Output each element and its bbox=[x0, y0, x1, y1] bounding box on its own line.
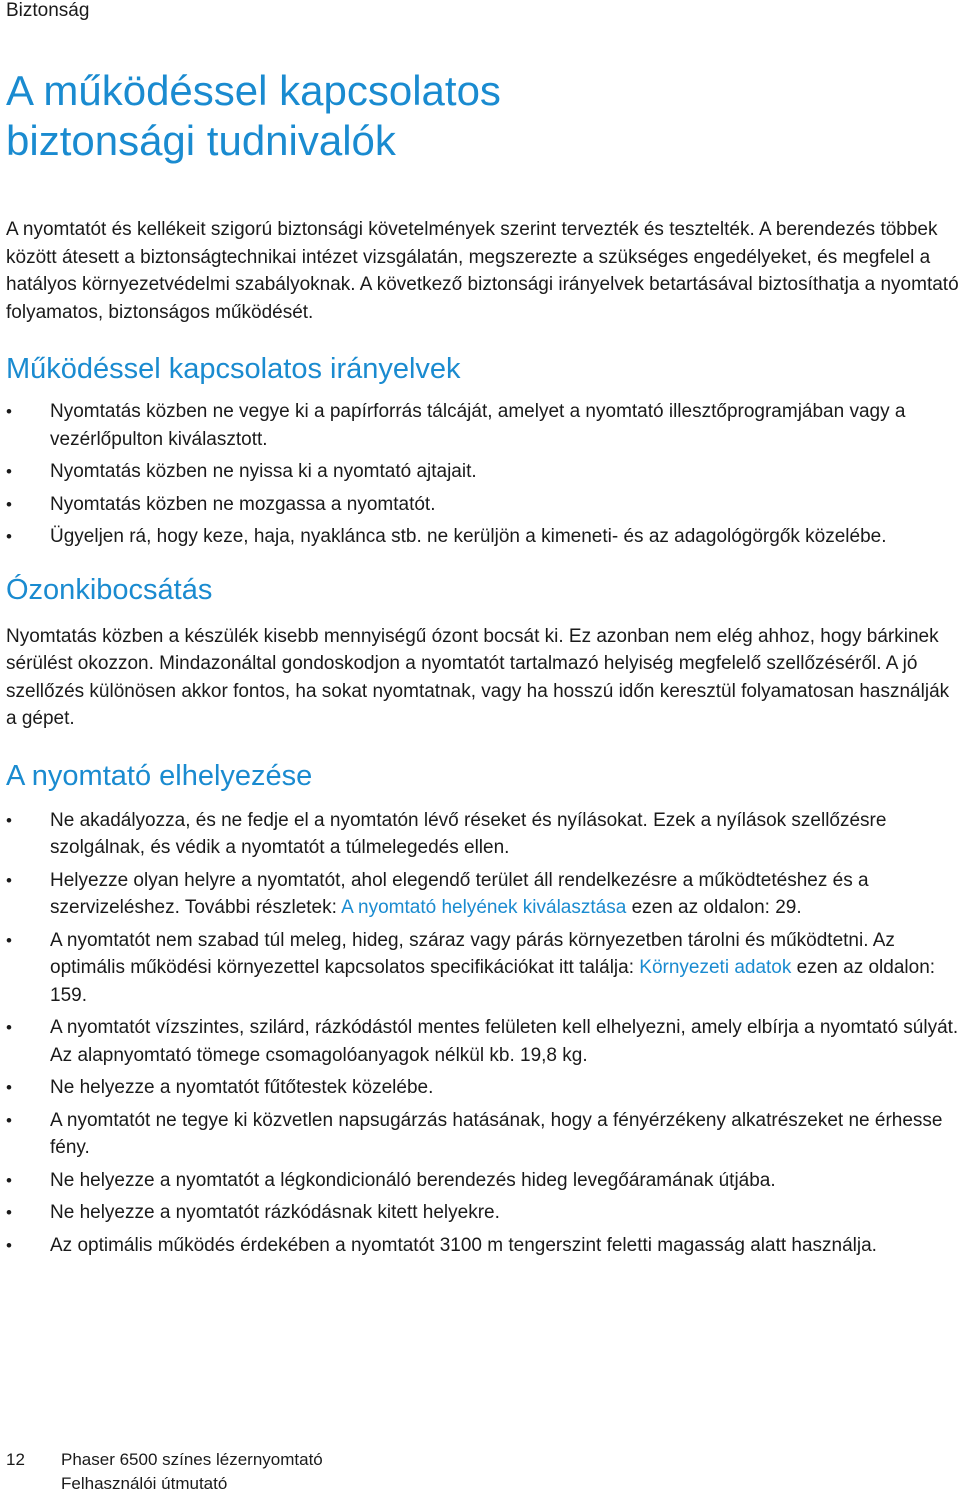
list-item: • Ne akadályozza, és ne fedje el a nyomtatón lévő réseket és nyílásokat. Ezek a nyílások szellőzésre szolgálnak, és védik a nyomtatót a túlmelegedés ellen. bbox=[6, 807, 960, 862]
list-item: • Ne helyezze a nyomtatót fűtőtestek közelébe. bbox=[6, 1074, 960, 1102]
list-item: • Nyomtatás közben ne nyissa ki a nyomtató ajtajait. bbox=[6, 458, 960, 486]
list-item: • Nyomtatás közben ne vegye ki a papírforrás tálcáját, amelyet a nyomtató illesztőprogramjában vagy a vezérlőpulton kiválasztott. bbox=[6, 398, 960, 453]
page-title-line-1: A működéssel kapcsolatos bbox=[6, 67, 501, 114]
list-item: • Az optimális működés érdekében a nyomtatót 3100 m tengerszint feletti magasság alatt használja. bbox=[6, 1232, 960, 1260]
list-item: • Ne helyezze a nyomtatót a légkondicionáló berendezés hideg levegőáramának útjába. bbox=[6, 1167, 960, 1195]
placement-list bbox=[6, 807, 960, 1260]
page-title-line-2: biztonsági tudnivalók bbox=[6, 117, 396, 164]
environment-data-link[interactable]: Környezeti adatok bbox=[639, 957, 792, 978]
main-content bbox=[6, 216, 960, 1259]
running-header: Biztonság bbox=[6, 0, 90, 21]
footer-guide: Felhasználói útmutató bbox=[61, 1474, 228, 1493]
list-item bbox=[6, 927, 960, 1010]
page-title bbox=[6, 66, 501, 166]
list-item: • Nyomtatás közben ne mozgassa a nyomtatót. bbox=[6, 491, 960, 519]
footer-text bbox=[61, 1448, 323, 1496]
list-item: • Ügyeljen rá, hogy keze, haja, nyaklánca stb. ne kerüljön a kimeneti- és az adagológörgők közelébe. bbox=[6, 523, 960, 551]
placement-selection-link[interactable]: A nyomtató helyének kiválasztása bbox=[341, 897, 627, 918]
ozone-heading: Ózonkibocsátás bbox=[6, 573, 213, 606]
operation-heading: Működéssel kapcsolatos irányelvek bbox=[6, 353, 461, 385]
page-number: 12 bbox=[6, 1450, 25, 1469]
list-item bbox=[6, 867, 960, 922]
item-text: Helyezze olyan helyre a nyomtatót, ahol elegendő terület áll rendelkezésre a működtetéshez és a szervizeléshez. További részletek: bbox=[50, 869, 869, 918]
list-item: • A nyomtatót ne tegye ki közvetlen napsugárzás hatásának, hogy a fényérzékeny alkatrészeket ne érhesse fény. bbox=[6, 1107, 960, 1162]
list-item: • A nyomtatót vízszintes, szilárd, rázkódástól mentes felületen kell elhelyezni, amely elbírja a nyomtató súlyát. Az alapnyomtató tömege csomagolóanyagok nélkül kb. 19,8 kg. bbox=[6, 1014, 960, 1069]
item-text: ezen az oldalon: 159. bbox=[50, 957, 936, 1006]
list-item: • Ne helyezze a nyomtatót rázkódásnak kitett helyekre. bbox=[6, 1199, 960, 1227]
placement-heading: A nyomtató elhelyezése bbox=[6, 759, 313, 792]
intro-paragraph: A nyomtatót és kellékeit szigorú biztonsági követelmények szerint tervezték és tesztelték. A berendezés többek között átesett a biztonságtechnikai intézet vizsgálatán, megszerezte a szükséges engedélyeket, és megfelel a hatályos környezetvédelmi szabályoknak. A következő biztonsági irányelvek betartásával biztosíthatja a nyomtató folyamatos, biztonságos működését. bbox=[6, 219, 959, 323]
item-text: A nyomtatót nem szabad túl meleg, hideg, száraz vagy párás környezetben tárolni és működtetni. Az optimális működési környezettel kapcsolatos specifikációkat itt találja: bbox=[50, 929, 895, 978]
footer-product: Phaser 6500 színes lézernyomtató bbox=[61, 1450, 323, 1469]
ozone-paragraph: Nyomtatás közben a készülék kisebb mennyiségű ózont bocsát ki. Ez azonban nem elég ahhoz, hogy bárkinek sérülést okozzon. Mindazonáltal gondoskodjon a nyomtatót tartalmazó helyiség megfelelő szellőzéséről. A jó szellőzés különösen akkor fontos, ha sokat nyomtatnak, vagy ha hosszú időn keresztül folyamatosan használják a gépet. bbox=[6, 625, 950, 729]
operation-list bbox=[6, 398, 960, 551]
item-text: ezen az oldalon: 29. bbox=[626, 897, 802, 918]
